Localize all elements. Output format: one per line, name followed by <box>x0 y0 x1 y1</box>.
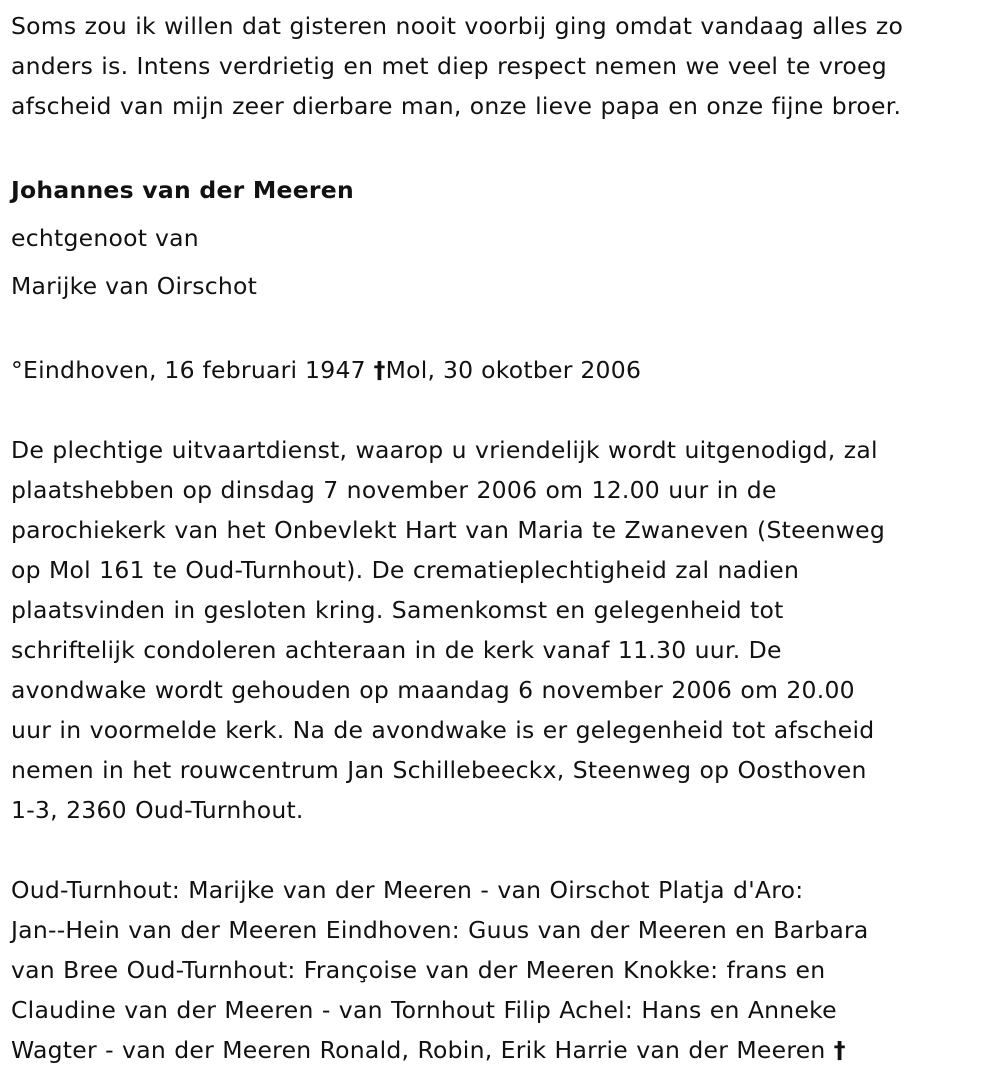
deceased-block <box>11 166 996 310</box>
obituary-document <box>11 6 996 1070</box>
cross-icon: † <box>373 356 386 384</box>
family-paragraph <box>11 870 996 1070</box>
intro-paragraph: Soms zou ik willen dat gisteren nooit voorbij ging omdat vandaag alles zo anders is. Intens verdrietig en met diep respect nemen we veel te vroeg afscheid van mijn zeer dierbare man, onze lieve papa en onze fijne broer. <box>11 12 904 120</box>
deceased-name: Johannes van der Meeren <box>11 176 354 204</box>
spouse-name: Marijke van Oirschot <box>11 272 258 300</box>
service-paragraph: De plechtige uitvaartdienst, waarop u vriendelijk wordt uitgenodigd, zal plaatshebben op dinsdag 7 november 2006 om 12.00 uur in de parochiekerk van het Onbevlekt Hart van Maria te Zwaneven (Steenweg op Mol 161 te Oud-Turnhout). De crematieplechtigheid zal nadien plaatsvinden in gesloten kring. Samenkomst en gelegenheid tot schriftelijk condoleren achteraan in de kerk vanaf 11.30 uur. De avondwake wordt gehouden op maandag 6 november 2006 om 20.00 uur in voormelde kerk. Na de avondwake is er gelegenheid tot afscheid nemen in het rouwcentrum Jan Schillebeeckx, Steenweg op Oosthoven 1-3, 2360 Oud-Turnhout. <box>11 436 885 824</box>
family-text: Oud-Turnhout: Marijke van der Meeren - van Oirschot Platja d'Aro: Jan--Hein van der Meeren Eindhoven: Guus van der Meeren en Barbara van Bree Oud-Turnhout: Françoise van der Meeren Knokke: frans en Claudine van der Meeren - van Tornhout Filip Achel: Hans en Anneke Wagter - van der Meeren Ronald, Robin, Erik Harrie van der Meeren <box>11 876 869 1064</box>
death-date: Mol, 30 okotber 2006 <box>385 356 642 384</box>
cross-icon: † <box>833 1036 846 1064</box>
relation-label: echtgenoot van <box>11 224 199 252</box>
birth-date: °Eindhoven, 16 februari 1947 <box>11 356 366 384</box>
life-dates <box>11 350 996 390</box>
